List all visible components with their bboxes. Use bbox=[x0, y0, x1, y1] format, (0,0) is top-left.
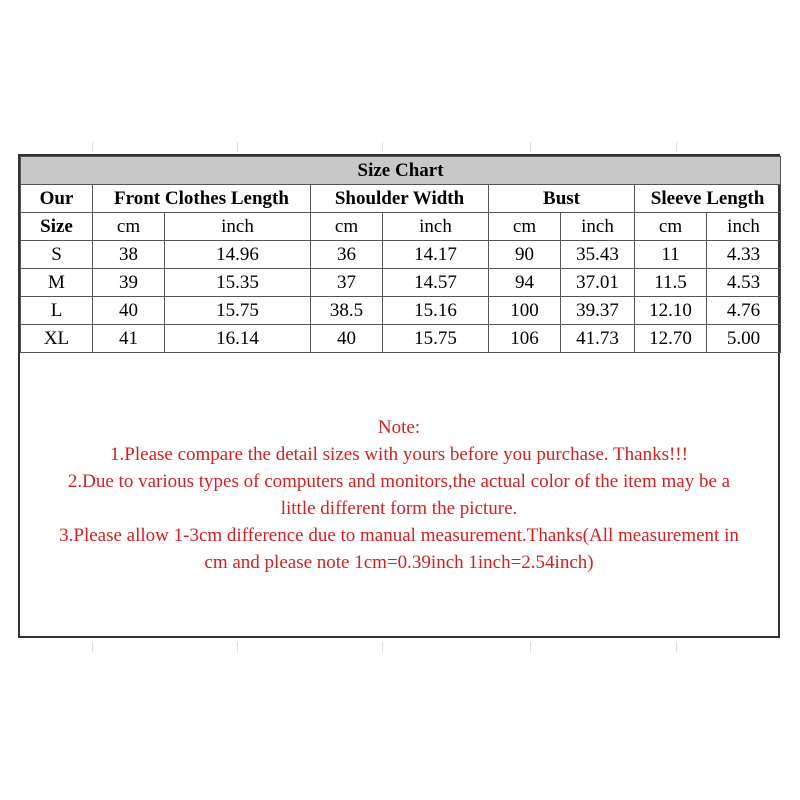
shoulder-inch-cell: 15.75 bbox=[383, 325, 489, 353]
sleeve-length-header: Sleeve Length bbox=[635, 185, 781, 213]
sleeve-cm-cell: 12.70 bbox=[635, 325, 707, 353]
unit-row bbox=[21, 213, 781, 241]
size-cell: S bbox=[21, 241, 93, 269]
note-line-1: 1.Please compare the detail sizes with yours before you purchase. Thanks!!! bbox=[110, 444, 688, 465]
front-cm-cell: 41 bbox=[93, 325, 165, 353]
unit-inch: inch bbox=[707, 213, 781, 241]
note-line-3b: cm and please note 1cm=0.39inch 1inch=2.54inch) bbox=[204, 552, 594, 573]
size-cell: L bbox=[21, 297, 93, 325]
size-cell: M bbox=[21, 269, 93, 297]
unit-inch: inch bbox=[383, 213, 489, 241]
bust-header: Bust bbox=[489, 185, 635, 213]
grid-tick bbox=[676, 642, 677, 652]
grid-tick bbox=[237, 642, 238, 652]
size-header-line2: Size bbox=[21, 213, 93, 241]
shoulder-cm-cell: 37 bbox=[311, 269, 383, 297]
bust-inch-cell: 37.01 bbox=[561, 269, 635, 297]
table-row bbox=[21, 325, 781, 353]
note-line-2b: little different form the picture. bbox=[280, 498, 518, 519]
front-cm-cell: 39 bbox=[93, 269, 165, 297]
shoulder-cm-cell: 38.5 bbox=[311, 297, 383, 325]
unit-cm: cm bbox=[311, 213, 383, 241]
bust-cm-cell: 106 bbox=[489, 325, 561, 353]
shoulder-cm-cell: 40 bbox=[311, 325, 383, 353]
front-cm-cell: 40 bbox=[93, 297, 165, 325]
front-inch-cell: 14.96 bbox=[165, 241, 311, 269]
sleeve-inch-cell: 4.53 bbox=[707, 269, 781, 297]
bust-cm-cell: 100 bbox=[489, 297, 561, 325]
grid-tick bbox=[237, 142, 238, 152]
note-line-2a: 2.Due to various types of computers and monitors,the actual color of the item may be a bbox=[67, 471, 731, 492]
shoulder-inch-cell: 15.16 bbox=[383, 297, 489, 325]
grid-tick bbox=[530, 642, 531, 652]
table-row bbox=[21, 241, 781, 269]
size-chart-table bbox=[20, 156, 781, 353]
unit-cm: cm bbox=[635, 213, 707, 241]
header-row bbox=[21, 185, 781, 213]
sleeve-cm-cell: 11.5 bbox=[635, 269, 707, 297]
shoulder-cm-cell: 36 bbox=[311, 241, 383, 269]
bust-inch-cell: 41.73 bbox=[561, 325, 635, 353]
unit-cm: cm bbox=[489, 213, 561, 241]
grid-tick bbox=[676, 142, 677, 152]
bust-inch-cell: 39.37 bbox=[561, 297, 635, 325]
note-heading: Note: bbox=[377, 417, 421, 438]
size-cell: XL bbox=[21, 325, 93, 353]
size-chart-sheet bbox=[18, 154, 780, 638]
unit-inch: inch bbox=[165, 213, 311, 241]
front-cm-cell: 38 bbox=[93, 241, 165, 269]
grid-tick bbox=[382, 642, 383, 652]
bust-cm-cell: 94 bbox=[489, 269, 561, 297]
bust-cm-cell: 90 bbox=[489, 241, 561, 269]
sleeve-inch-cell: 4.33 bbox=[707, 241, 781, 269]
sleeve-inch-cell: 5.00 bbox=[707, 325, 781, 353]
table-row bbox=[21, 297, 781, 325]
unit-inch: inch bbox=[561, 213, 635, 241]
sleeve-cm-cell: 11 bbox=[635, 241, 707, 269]
sleeve-inch-cell: 4.76 bbox=[707, 297, 781, 325]
grid-tick bbox=[382, 142, 383, 152]
chart-title: Size Chart bbox=[21, 157, 781, 185]
sleeve-cm-cell: 12.10 bbox=[635, 297, 707, 325]
note-line-3a: 3.Please allow 1-3cm difference due to manual measurement.Thanks(All measurement in bbox=[59, 525, 739, 546]
front-inch-cell: 15.75 bbox=[165, 297, 311, 325]
shoulder-inch-cell: 14.57 bbox=[383, 269, 489, 297]
front-inch-cell: 16.14 bbox=[165, 325, 311, 353]
bust-inch-cell: 35.43 bbox=[561, 241, 635, 269]
grid-tick bbox=[92, 642, 93, 652]
shoulder-inch-cell: 14.17 bbox=[383, 241, 489, 269]
front-inch-cell: 15.35 bbox=[165, 269, 311, 297]
table-row bbox=[21, 269, 781, 297]
unit-cm: cm bbox=[93, 213, 165, 241]
front-length-header: Front Clothes Length bbox=[93, 185, 311, 213]
size-header-line1: Our bbox=[21, 185, 93, 213]
shoulder-width-header: Shoulder Width bbox=[311, 185, 489, 213]
title-row bbox=[21, 157, 781, 185]
grid-tick bbox=[530, 142, 531, 152]
notes-block bbox=[20, 414, 778, 576]
grid-tick bbox=[92, 142, 93, 152]
